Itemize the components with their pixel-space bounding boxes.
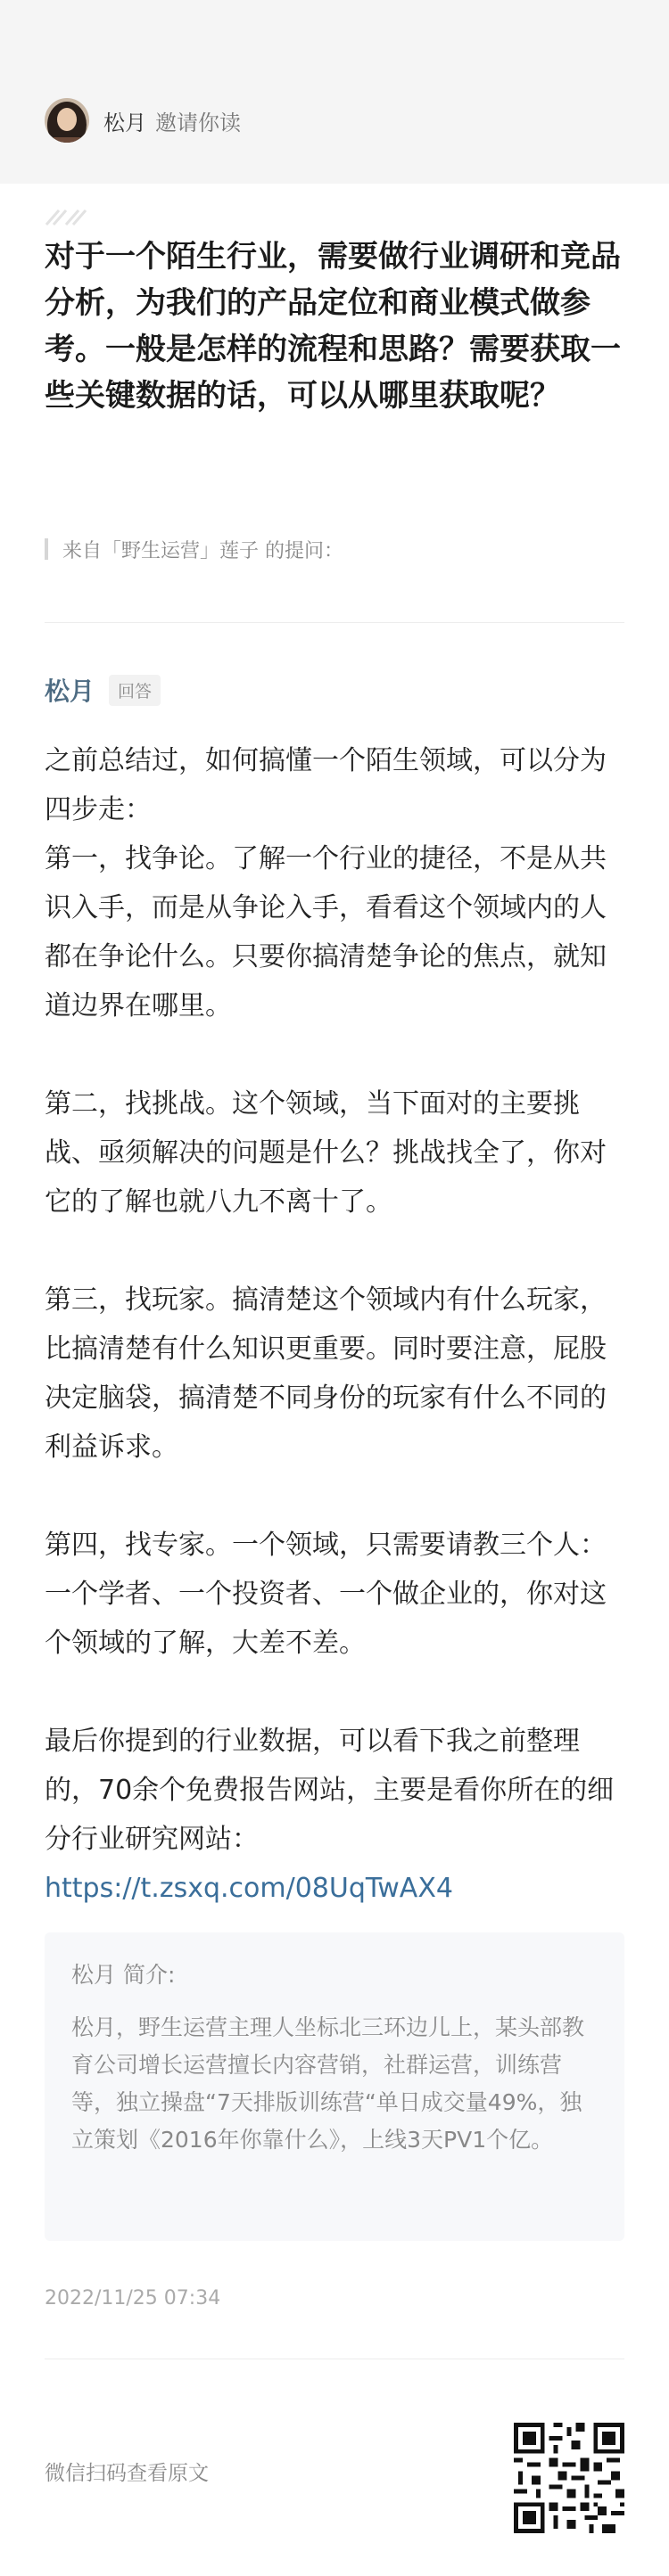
divider <box>45 622 624 623</box>
invite-text: 邀请你读 <box>155 110 241 135</box>
question-title: 对于一个陌生行业，需要做行业调研和竞品分析，为我们的产品定位和商业模式做参考。一般是怎样的流程和思路？需要获取一些关键数据的话，可以从哪里获取呢？ <box>45 239 621 414</box>
report-link[interactable]: https://t.zsxq.com/08UqTwAX4 <box>45 1873 453 1904</box>
qr-code[interactable] <box>514 2423 624 2533</box>
answer-body <box>45 736 624 1913</box>
inviter-name[interactable]: 松月 <box>103 110 146 135</box>
avatar[interactable] <box>45 98 89 143</box>
avatar-image <box>45 98 89 143</box>
scan-hint: 微信扫码查看原文 <box>45 2462 209 2485</box>
source-text: 来自「野生运营」莲子 的提问： <box>62 539 343 562</box>
source-bar <box>45 538 48 560</box>
header-bar <box>0 0 669 184</box>
answer-header <box>45 672 161 708</box>
answer-paragraph: 最后你提到的行业数据，可以看下我之前整理的，70余个免费报告网站，主要是看你所在的细分行业研究网站： <box>45 1726 615 1855</box>
answer-author[interactable]: 松月 <box>45 677 95 706</box>
answer-tag: 回答 <box>109 675 161 706</box>
answer-paragraph: 第二，找挑战。这个领域，当下面对的主要挑战、亟须解决的问题是什么？挑战找全了，你对它的了解也就八九不离十了。 <box>45 1088 607 1218</box>
post-date: 2022/11/25 07:34 <box>45 2287 221 2309</box>
quote-icon <box>45 209 87 226</box>
question-source <box>45 533 343 565</box>
answer-paragraph: 第四，找专家。一个领域，只需要请教三个人：一个学者、一个投资者、一个做企业的，你对这个领域的了解，大差不差。 <box>45 1530 607 1659</box>
inviter-row[interactable] <box>45 98 241 143</box>
bio-title: 松月 简介: <box>71 1962 176 1988</box>
bio-text: 松月，野生运营主理人坐标北三环边儿上，某头部教育公司增长运营擅长内容营销，社群运营，训练营等，独立操盘“7天排版训练营“单日成交量49%，独立策划《2016年你靠什么》，上线3天PV1个亿。 <box>71 2014 585 2153</box>
answer-paragraph: 之前总结过，如何搞懂一个陌生领域，可以分为四步走： 第一，找争论。了解一个行业的捷径，不是从共识入手，而是从争论入手，看看这个领域内的人都在争论什么。只要你搞清楚争论的焦点，就知道边界在哪里。 <box>45 745 607 1021</box>
author-bio <box>45 1932 624 2241</box>
answer-paragraph: 第三，找玩家。搞清楚这个领域内有什么玩家，比搞清楚有什么知识更重要。同时要注意，屁股决定脑袋，搞清楚不同身份的玩家有什么不同的利益诉求。 <box>45 1284 607 1463</box>
